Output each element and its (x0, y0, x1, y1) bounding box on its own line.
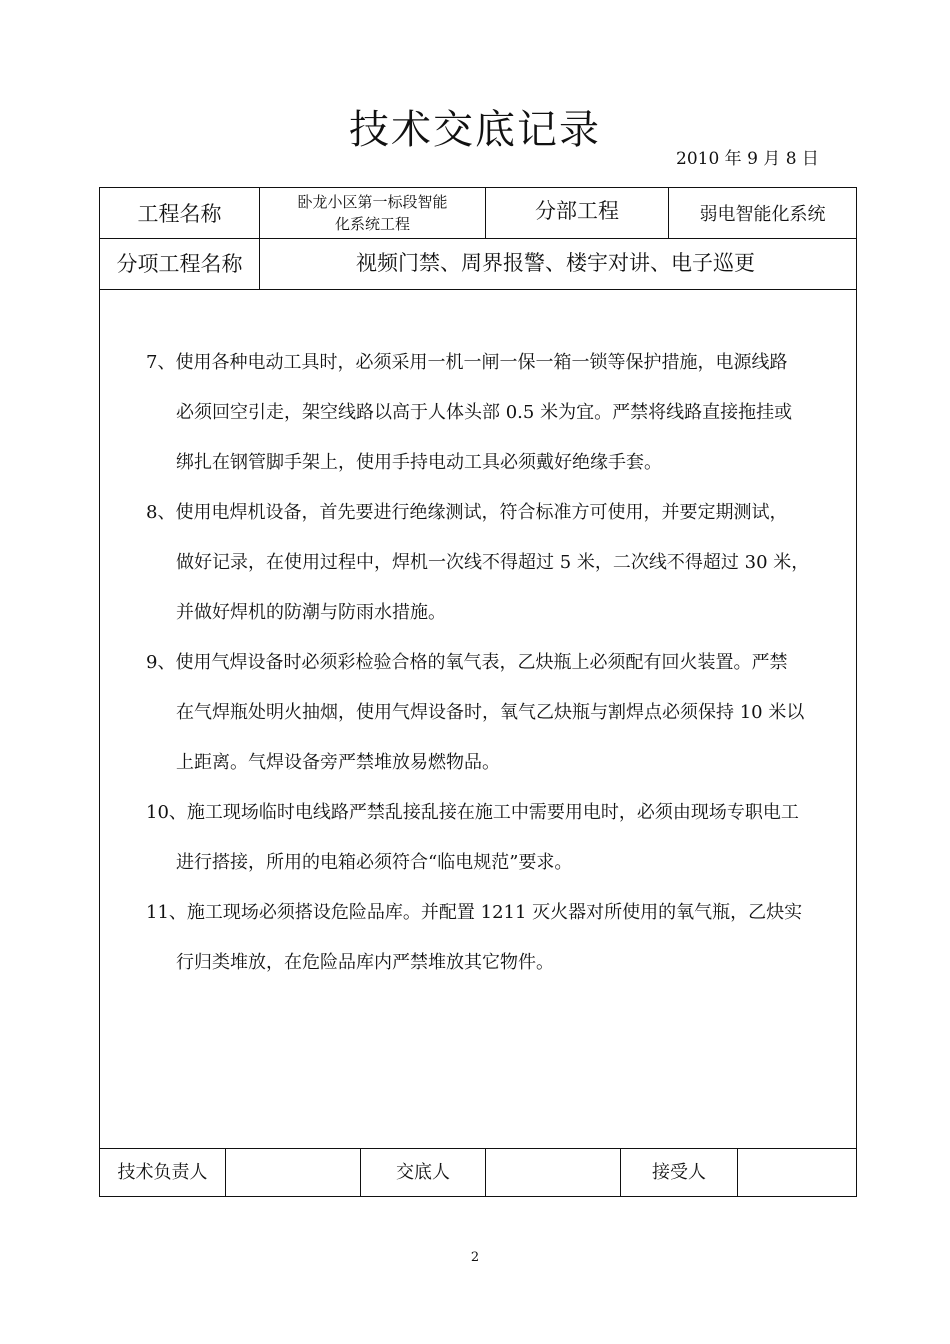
item-continuation: 上距离。气焊设备旁严禁堆放易燃物品。 (176, 752, 500, 773)
list-item (102, 638, 852, 788)
sub-project-label (486, 188, 668, 232)
item-first-line: 7、使用各种电动工具时，必须采用一机一闸一保一箱一锁等保护措施，电源线路 (146, 352, 788, 373)
list-item (102, 338, 852, 488)
project-name-value-line2: 化系统工程 (334, 215, 410, 233)
item-continuation: 行归类堆放，在危险品库内严禁堆放其它物件。 (176, 952, 554, 973)
item-continuation: 做好记录，在使用过程中，焊机一次线不得超过 5 米，二次线不得超过 30 米， (176, 552, 810, 573)
disclosure-content (102, 338, 852, 988)
receiver-value (738, 1149, 856, 1193)
sub-project-label-text: 分部工程 (535, 199, 619, 223)
item-name-label-text: 分项工程名称 (116, 252, 243, 276)
tech-lead-label (100, 1149, 225, 1193)
tech-lead-label-text: 技术负责人 (117, 1162, 208, 1183)
item-name-value-text: 视频门禁、周界报警、楼宇对讲、电子巡更 (356, 251, 755, 275)
project-name-value (260, 188, 485, 238)
list-item (102, 488, 852, 638)
sub-project-value (669, 188, 856, 238)
item-continuation: 必须回空引走，架空线路以高于人体头部 0.5 米为宜。严禁将线路直接拖挂或 (176, 402, 793, 423)
project-name-value-line1: 卧龙小区第一标段智能 (297, 193, 448, 211)
item-continuation: 进行搭接，所用的电箱必须符合“临电规范”要求。 (176, 852, 573, 873)
table-rule (99, 289, 857, 290)
list-item (102, 788, 852, 888)
project-name-label-text: 工程名称 (137, 202, 222, 226)
sub-project-value-text: 弱电智能化系统 (699, 204, 826, 225)
page-number: 2 (470, 1250, 480, 1265)
document-title: 技术交底记录 (349, 107, 601, 153)
item-continuation: 在气焊瓶处明火抽烟，使用气焊设备时，氧气乙炔瓶与割焊点必须保持 10 米以 (176, 702, 805, 723)
receiver-label-text: 接受人 (652, 1162, 706, 1183)
item-name-value (260, 239, 856, 285)
item-first-line: 9、使用气焊设备时必须彩检验合格的氧气表，乙炔瓶上必须配有回火装置。严禁 (146, 652, 788, 673)
item-first-line: 11、施工现场必须搭设危险品库。并配置 1211 灭火器对所使用的氧气瓶，乙炔实 (146, 902, 803, 923)
item-continuation: 绑扎在钢管脚手架上，使用手持电动工具必须戴好绝缘手套。 (176, 452, 662, 473)
presenter-label (361, 1149, 485, 1193)
project-name-label (100, 188, 259, 238)
document-date: 2010 年 9 月 8 日 (676, 149, 819, 169)
presenter-label-text: 交底人 (396, 1162, 450, 1183)
list-item (102, 888, 852, 988)
table-border-left (99, 187, 100, 1197)
tech-lead-value (226, 1149, 360, 1193)
item-continuation: 并做好焊机的防潮与防雨水措施。 (176, 602, 446, 623)
receiver-label (621, 1149, 737, 1193)
table-border-right (856, 187, 857, 1197)
item-name-label (100, 239, 259, 287)
presenter-value (486, 1149, 620, 1193)
item-first-line: 10、施工现场临时电线路严禁乱接乱接在施工中需要用电时，必须由现场专职电工 (146, 802, 799, 823)
item-first-line: 8、使用电焊机设备，首先要进行绝缘测试，符合标准方可使用，并要定期测试， (146, 502, 788, 523)
table-border-bottom (99, 1196, 857, 1197)
